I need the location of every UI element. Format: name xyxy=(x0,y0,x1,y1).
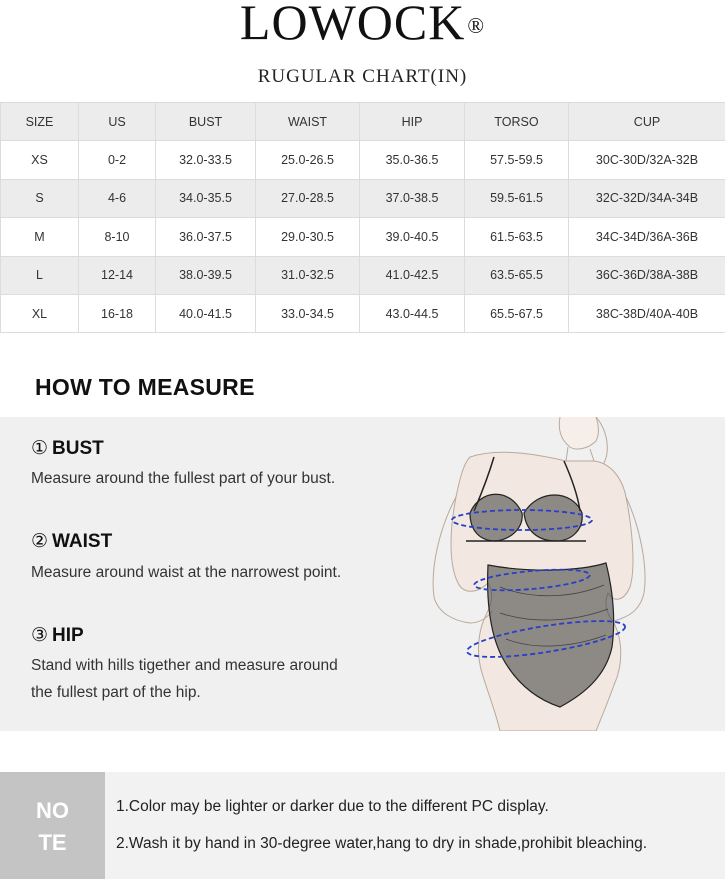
instruction-line: the fullest part of the hip. xyxy=(31,684,201,701)
header-hip: HIP xyxy=(360,103,465,141)
header-size: SIZE xyxy=(1,103,79,141)
table-row xyxy=(1,141,725,179)
header-torso: TORSO xyxy=(465,103,569,141)
table-cell: 31.0-32.5 xyxy=(256,256,360,294)
circled-number-1: ① xyxy=(31,438,49,459)
waist-title xyxy=(31,530,112,553)
hip-instruction xyxy=(31,652,361,706)
note-bar xyxy=(0,772,725,879)
bust-title xyxy=(31,437,104,460)
table-cell: 57.5-59.5 xyxy=(465,141,569,179)
table-cell: XS xyxy=(1,141,79,179)
table-cell: 65.5-67.5 xyxy=(465,294,569,332)
table-cell: 29.0-30.5 xyxy=(256,218,360,256)
table-cell: 16-18 xyxy=(79,294,156,332)
table-cell: 43.0-44.5 xyxy=(360,294,465,332)
table-cell: 38C-38D/40A-40B xyxy=(569,294,725,332)
note-line-1: 1.Color may be lighter or darker due to the different PC display. xyxy=(116,798,549,815)
bust-instruction xyxy=(31,465,361,492)
chart-title: RUGULAR CHART(IN) xyxy=(257,66,468,87)
instruction-line: Measure around the fullest part of your bust. xyxy=(31,470,336,487)
table-cell: 36C-36D/38A-38B xyxy=(569,256,725,294)
note-label-line1: NO xyxy=(36,798,69,823)
table-cell: 25.0-26.5 xyxy=(256,141,360,179)
table-cell: 38.0-39.5 xyxy=(156,256,256,294)
instruction-line: Measure around waist at the narrowest point. xyxy=(31,564,342,581)
note-line-2: 2.Wash it by hand in 30-degree water,hang to dry in shade,prohibit bleaching. xyxy=(116,835,648,852)
table-cell: 36.0-37.5 xyxy=(156,218,256,256)
table-cell: 34.0-35.5 xyxy=(156,179,256,217)
table-cell: 59.5-61.5 xyxy=(465,179,569,217)
table-row xyxy=(1,179,725,217)
table-cell: 40.0-41.5 xyxy=(156,294,256,332)
header-waist: WAIST xyxy=(256,103,360,141)
body-measurement-illustration xyxy=(400,417,660,731)
how-to-measure-heading: HOW TO MEASURE xyxy=(35,374,255,400)
circled-number-2: ② xyxy=(31,531,49,552)
table-cell: 41.0-42.5 xyxy=(360,256,465,294)
table-cell: 39.0-40.5 xyxy=(360,218,465,256)
table-cell: 0-2 xyxy=(79,141,156,179)
table-cell: 32C-32D/34A-34B xyxy=(569,179,725,217)
table-cell: 37.0-38.5 xyxy=(360,179,465,217)
table-cell: XL xyxy=(1,294,79,332)
table-cell: 34C-34D/36A-36B xyxy=(569,218,725,256)
table-cell: 12-14 xyxy=(79,256,156,294)
table-cell: M xyxy=(1,218,79,256)
registered-mark: ® xyxy=(467,13,486,38)
table-cell: 33.0-34.5 xyxy=(256,294,360,332)
header-us: US xyxy=(79,103,156,141)
circled-number-3: ③ xyxy=(31,625,49,646)
table-cell: 61.5-63.5 xyxy=(465,218,569,256)
table-row xyxy=(1,256,725,294)
header-bust: BUST xyxy=(156,103,256,141)
table-cell: L xyxy=(1,256,79,294)
waist-label: WAIST xyxy=(52,531,113,552)
note-label-line2: TE xyxy=(38,830,67,855)
hip-label: HIP xyxy=(52,625,84,646)
table-cell: 63.5-65.5 xyxy=(465,256,569,294)
table-row xyxy=(1,218,725,256)
brand-name: LOWOCK xyxy=(239,0,466,50)
table-row xyxy=(1,294,725,332)
instruction-line: Stand with hills tigether and measure around xyxy=(31,657,338,674)
table-header-row xyxy=(1,103,725,141)
waist-instruction xyxy=(31,559,361,586)
table-cell: 35.0-36.5 xyxy=(360,141,465,179)
table-cell: 4-6 xyxy=(79,179,156,217)
table-cell: 32.0-33.5 xyxy=(156,141,256,179)
table-cell: 8-10 xyxy=(79,218,156,256)
table-cell: S xyxy=(1,179,79,217)
size-table xyxy=(0,102,725,333)
hip-title xyxy=(31,624,84,647)
table-cell: 30C-30D/32A-32B xyxy=(569,141,725,179)
brand-logo xyxy=(0,0,725,50)
note-label-box xyxy=(0,772,105,879)
bust-label: BUST xyxy=(52,438,104,459)
table-cell: 27.0-28.5 xyxy=(256,179,360,217)
header-cup: CUP xyxy=(569,103,725,141)
